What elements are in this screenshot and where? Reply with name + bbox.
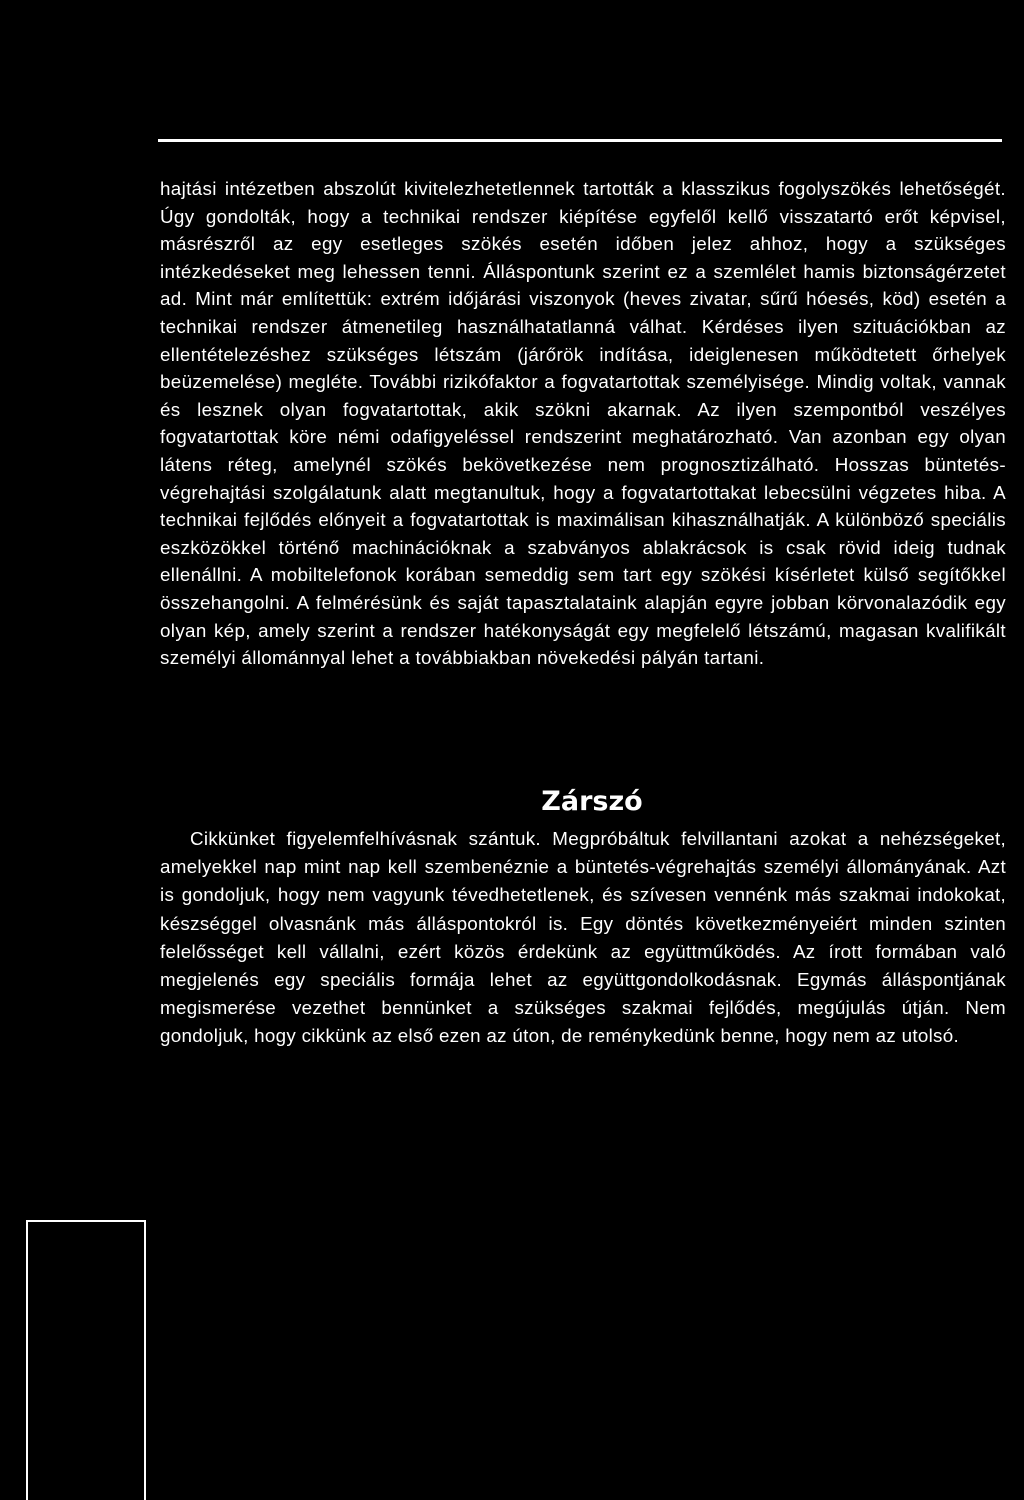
body-paragraph: hajtási intézetben abszolút kivitelezhetetlennek tartották a klasszikus fogolyszökés lehetőségét. Úgy gondolták, hogy a technikai rendszer kiépítése egyfelől kellő visszatartó erőt képvisel, másrészről az egy esetleges szökés esetén időben jelez ahhoz, hogy a szükséges intézkedéseket meg lehessen tenni. Álláspontunk szerint ez a szemlélet hamis biztonságérzetet ad. Mint már említettük: extrém időjárási viszonyok (heves zivatar, sűrű hóesés, köd) esetén a technikai rendszer átmenetileg használhatatlanná válhat. Kérdéses ilyen szituációkban az ellentételezéshez szükséges létszám (járőrök indítása, ideiglenesen működtetett őrhelyek beüzemelése) megléte. További rizikófaktor a fogvatartottak személyisége. Mindig voltak, vannak és lesznek olyan fogvatartottak, akik szökni akarnak. Az ilyen szempontból veszélyes fogvatartottak köre némi odafigyeléssel rendszerint meghatározható. Van azonban egy olyan látens réteg, amelynél szökés bekövetkezése nem prognosztizálható. Hosszas büntetés-végrehajtási szolgálatunk alatt megtanultuk, hogy a fogvatartottakat lebecsülni végzetes hiba. A technikai fejlődés előnyeit a fogvatartottak is maximálisan kihasználhatják. A különböző speciális eszközökkel történő machinációknak a szabványos ablakrácsok is csak rövid ideig tudnak ellenállni. A mobiltelefonok korában semeddig sem tart egy szökési kísérletet külső segítőkkel összehangolni. A felmérésünk és saját tapasztalataink alapján egyre jobban körvonalazódik egy olyan kép, amely szerint a rendszer hatékonyságát egy megfelelő létszámú, magasan kvalifikált személyi állománnyal lehet a továbbiakban növekedési pályán tartani. xyxy=(160,178,1006,669)
top-rule xyxy=(158,139,1002,142)
closing-paragraph xyxy=(160,825,1006,1051)
page-corner-box xyxy=(26,1220,146,1500)
closing-paragraph-text: Cikkünket figyelemfelhívásnak szántuk. Megpróbáltuk felvillantani azokat a nehézségeket, amelyekkel nap mint nap kell szembenéznie a büntetés-végrehajtás személyi állományának. Azt is gondoljuk, hogy nem vagyunk tévedhetetlenek, és szívesen vennénk más szakmai indokokat, készséggel olvasnánk más álláspontokról is. Egy döntés következményeiért minden szinten felelősséget kell vállalni, ezért közös érdekünk az együttműködés. Az írott formában való megjelenés egy speciális formája lehet az együttgondolkodásnak. Egymás álláspontjának megismerése vezethet bennünket a szükséges szakmai fejlődés, megújulás útján. Nem gondoljuk, hogy cikkünk az első ezen az úton, de reménykedünk benne, hogy nem az utolsó. xyxy=(160,828,1006,1047)
section-title: Zárszó xyxy=(541,786,643,817)
